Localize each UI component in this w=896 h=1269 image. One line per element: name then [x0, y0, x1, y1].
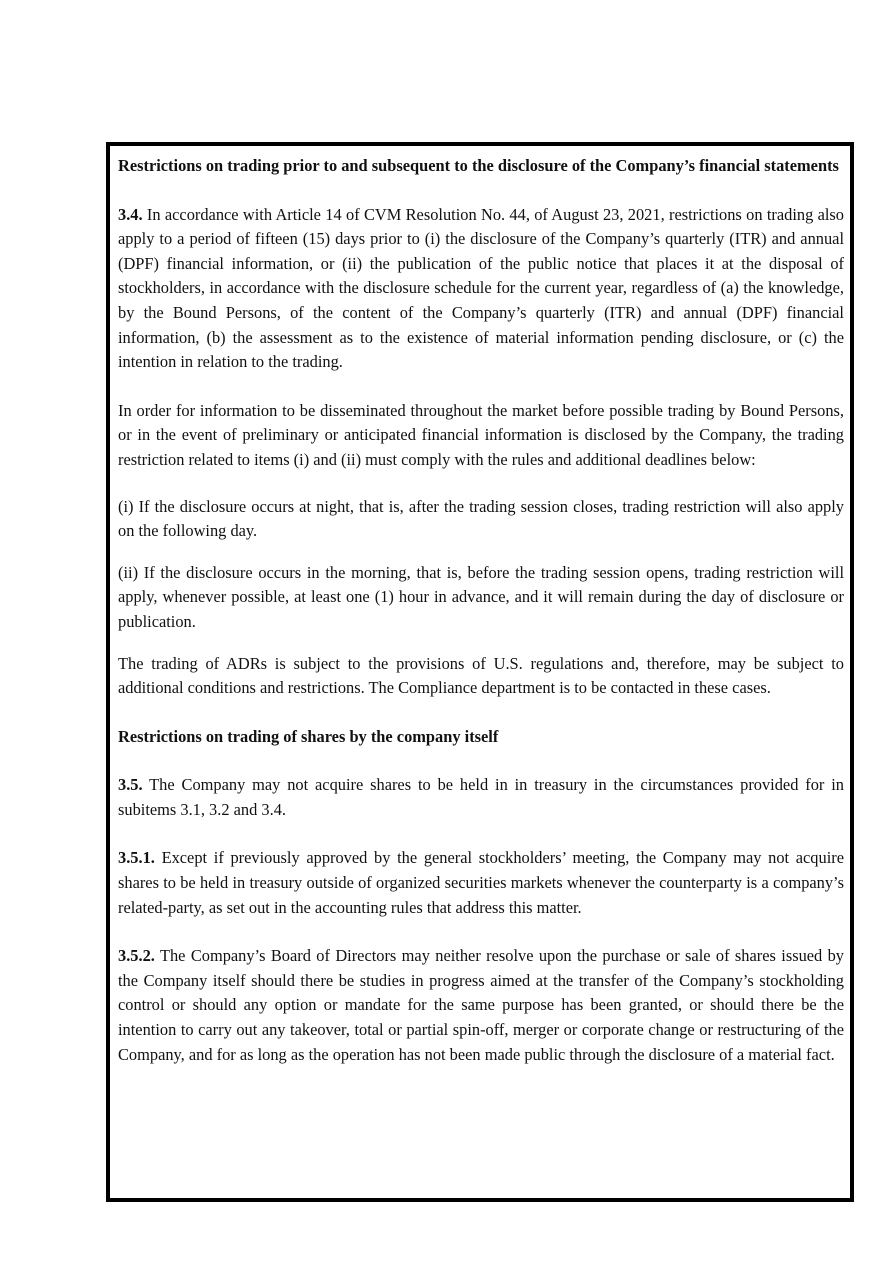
paragraph-text: Except if previously approved by the general stockholders’ meeting, the Company may not acquire shares to be held in treasury outside of organized securities markets whenever the counterparty is a company’s related-party, as set out in the accounting rules that address this matter. — [118, 848, 844, 917]
paragraph-3-5-2 — [118, 944, 844, 1067]
paragraph-item-i: (i) If the disclosure occurs at night, that is, after the trading session closes, trading restriction will also apply on the following day. — [118, 496, 844, 541]
clause-number: 3.4. — [118, 204, 143, 224]
clause-number: 3.5.2. — [118, 946, 155, 966]
section-heading-company-trading: Restrictions on trading of shares by the company itself — [118, 726, 499, 746]
paragraph-item-ii: (ii) If the disclosure occurs in the morning, that is, before the trading session opens, trading restriction will apply, whenever possible, at least one (1) hour in advance, and it will remain during the day of disclosure or publication. — [118, 562, 844, 631]
section-heading-financial-statements: Restrictions on trading prior to and subsequent to the disclosure of the Company’s financial statements — [118, 156, 839, 175]
paragraph-text: The Company may not acquire shares to be held in in treasury in the circumstances provided for in subitems 3.1, 3.2 and 3.4. — [118, 775, 844, 819]
paragraph-text: The Company’s Board of Directors may neither resolve upon the purchase or sale of shares issued by the Company itself should there be studies in progress aimed at the transfer of the Company’s stockholding control or should any option or mandate for the same purpose has been granted, or should there be the intention to carry out any takeover, total or partial spin-off, merger or corporate change or restructuring of the Company, and for as long as the operation has not been made public through the disclosure of a material fact. — [118, 946, 844, 1064]
paragraph-3-5 — [118, 773, 844, 822]
clause-number: 3.5. — [118, 775, 143, 795]
document-body — [118, 154, 844, 1067]
document-frame — [106, 142, 854, 1202]
paragraph-3-4 — [118, 203, 844, 375]
paragraph-adrs: The trading of ADRs is subject to the provisions of U.S. regulations and, therefore, may be subject to additional conditions and restrictions. The Compliance department is to be contacted in these cases. — [118, 653, 844, 698]
clause-number: 3.5.1. — [118, 848, 155, 868]
paragraph-text: In accordance with Article 14 of CVM Resolution No. 44, of August 23, 2021, restrictions on trading also apply to a period of fifteen (15) days prior to (i) the disclosure of the Company’s quarterly (ITR) and annual (DPF) financial information, or (ii) the publication of the public notice that places it at the disposal of stockholders, in accordance with the disclosure schedule for the current year, regardless of (a) the knowledge, by the Bound Persons, of the content of the Company’s quarterly (ITR) and annual (DPF) financial information, (b) the assessment as to the existence of material information pending disclosure, or (c) the intention in relation to the trading. — [118, 204, 844, 372]
paragraph-3-5-1 — [118, 846, 844, 920]
paragraph-dissemination: In order for information to be disseminated throughout the market before possible trading by Bound Persons, or in the event of preliminary or anticipated financial information is disclosed by the Company, the trading restriction related to items (i) and (ii) must comply with the rules and additional deadlines below: — [118, 400, 844, 469]
